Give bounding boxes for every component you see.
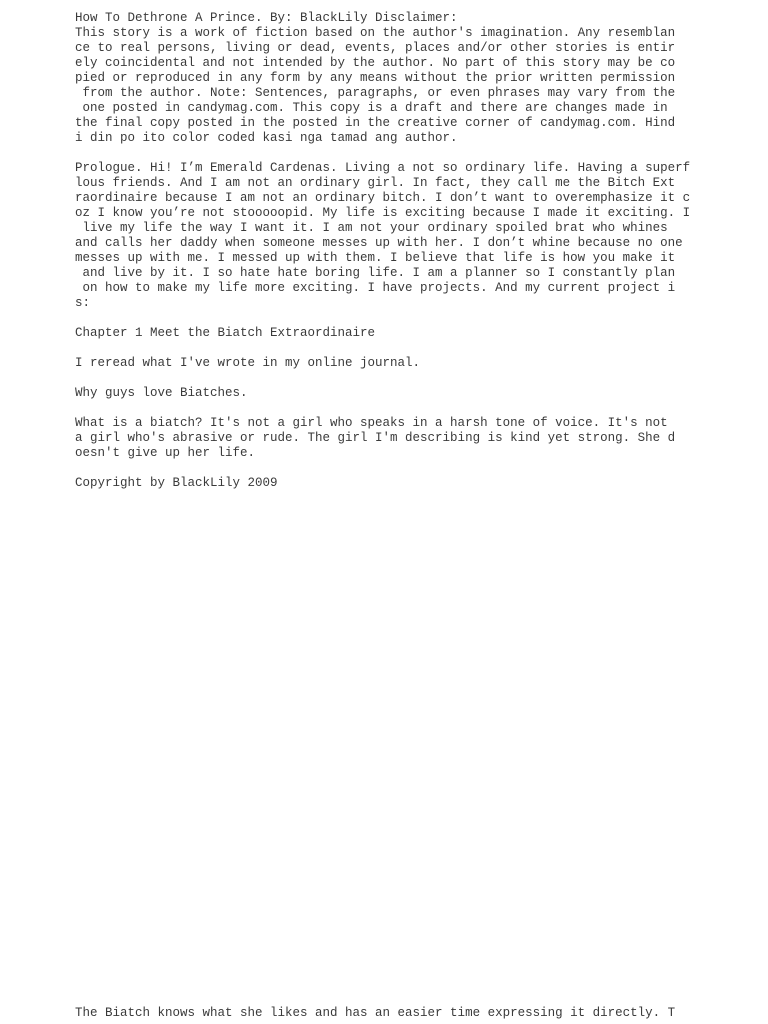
paragraph-why-guys xyxy=(75,386,715,401)
paragraph-prologue xyxy=(75,161,715,311)
paragraph-chapter-heading xyxy=(75,326,715,341)
text-line: and live by it. I so hate hate boring life. I am a planner so I constantly plan xyxy=(75,266,676,280)
text-line: one posted in candymag.com. This copy is a draft and there are changes made in xyxy=(75,101,668,115)
text-line: on how to make my life more exciting. I have projects. And my current project i xyxy=(75,281,676,295)
paragraph-reread xyxy=(75,356,715,371)
text-line: from the author. Note: Sentences, paragraphs, or even phrases may vary from the xyxy=(75,86,676,100)
text-line: the final copy posted in the posted in the creative corner of candymag.com. Hind xyxy=(75,116,676,130)
page-bottom-line: The Biatch knows what she likes and has an easier time expressing it directly. T xyxy=(75,1006,676,1020)
text-line: How To Dethrone A Prince. By: BlackLily Disclaimer: xyxy=(75,11,458,25)
text-line: Prologue. Hi! I’m Emerald Cardenas. Living a not so ordinary life. Having a superf xyxy=(75,161,691,175)
text-line: lous friends. And I am not an ordinary girl. In fact, they call me the Bitch Ext xyxy=(75,176,676,190)
text-line: raordinaire because I am not an ordinary bitch. I don’t want to overemphasize it c xyxy=(75,191,691,205)
text-line: Why guys love Biatches. xyxy=(75,386,248,400)
text-line: What is a biatch? It's not a girl who speaks in a harsh tone of voice. It's not xyxy=(75,416,668,430)
text-line: Copyright by BlackLily 2009 xyxy=(75,476,278,490)
text-line: pied or reproduced in any form by any means without the prior written permission xyxy=(75,71,676,85)
text-line: ely coincidental and not intended by the author. No part of this story may be co xyxy=(75,56,676,70)
text-line: Chapter 1 Meet the Biatch Extraordinaire xyxy=(75,326,376,340)
text-line: ce to real persons, living or dead, events, places and/or other stories is entir xyxy=(75,41,676,55)
paragraph-what-is-biatch xyxy=(75,416,715,461)
text-line: i din po ito color coded kasi nga tamad ang author. xyxy=(75,131,458,145)
text-line: messes up with me. I messed up with them. I believe that life is how you make it xyxy=(75,251,676,265)
text-line: I reread what I've wrote in my online journal. xyxy=(75,356,421,370)
paragraph-disclaimer xyxy=(75,11,715,146)
text-line: a girl who's abrasive or rude. The girl I'm describing is kind yet strong. She d xyxy=(75,431,676,445)
paragraph-copyright xyxy=(75,476,715,491)
text-line: oz I know you’re not stooooopid. My life is exciting because I made it exciting. I xyxy=(75,206,691,220)
document-page xyxy=(75,11,715,506)
text-line: This story is a work of fiction based on the author's imagination. Any resemblan xyxy=(75,26,676,40)
text-line: oesn't give up her life. xyxy=(75,446,256,460)
text-line: and calls her daddy when someone messes up with her. I don’t whine because no one xyxy=(75,236,683,250)
text-line: s: xyxy=(75,296,91,310)
text-line: live my life the way I want it. I am not your ordinary spoiled brat who whines xyxy=(75,221,668,235)
